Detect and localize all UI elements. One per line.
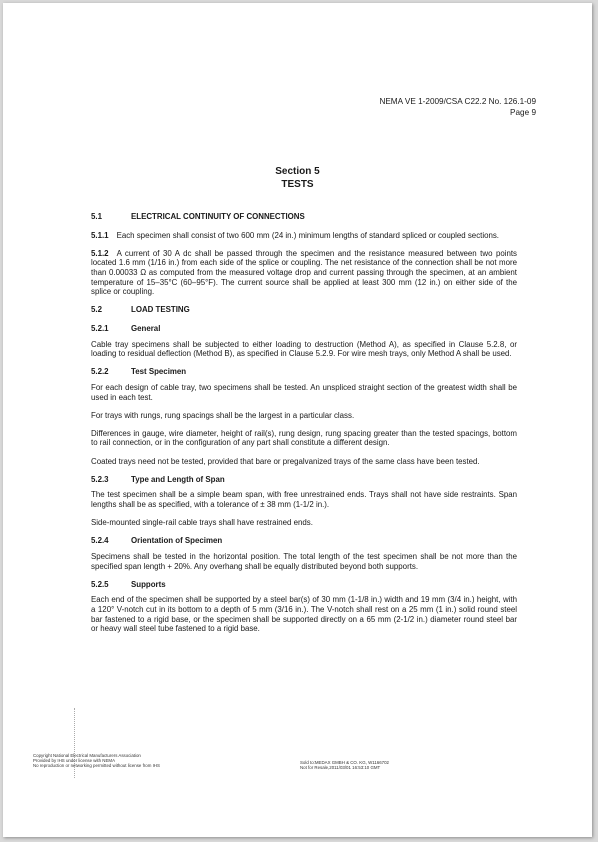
clause-5-2-1-text: Cable tray specimens shall be subjected to either loading to destruction (Method A), as specified in Clause 5.2.8, or loading to residual deflection (Method B), as specified in Clause 5.2.9. For wire mesh trays, only Method A shall be used.	[91, 339, 517, 359]
section-number: Section 5	[275, 166, 320, 177]
clause-number: 5.2	[91, 305, 102, 315]
section-heading	[3, 166, 592, 191]
clause-number: 5.1	[91, 212, 102, 221]
clause-number: 5.2.4	[91, 536, 109, 546]
clause-title: ELECTRICAL CONTINUITY OF CONNECTIONS	[131, 212, 305, 221]
clause-text: Each specimen shall consist of two 600 mm (24 in.) minimum lengths of standard spliced or coupled sections.	[116, 230, 500, 240]
clause-number: 5.2.2	[91, 367, 109, 377]
footer-line: Sold to:MEDAX GMBH & CO. KG, W1166702	[300, 760, 389, 765]
document-body	[91, 212, 517, 642]
clause-5-2-5-heading	[91, 580, 517, 590]
clause-title: LOAD TESTING	[131, 305, 190, 315]
footer-line: Copyright National Electrical Manufacturers Association	[33, 753, 141, 758]
section-title: TESTS	[281, 178, 314, 190]
clause-text: A current of 30 A dc shall be passed through the specimen and the resistance measured between two points located 1.6 mm (1/16 in.) from each side of the splice or coupling. The net resistance of the connection shall be not more than 0.00033 Ω as computed from the measured voltage drop and current passing through the specimen, at an ambient temperature of 15–35°C (60–95°F). The current source shall be applied at least 300 mm (12 in.) on either side of the splice or coupling.	[91, 248, 517, 297]
footer-line: No reproduction or networking permitted without license from IHS	[33, 763, 160, 769]
page-number: Page 9	[510, 107, 536, 117]
clause-number: 5.2.3	[91, 474, 109, 484]
clause-title: Supports	[131, 579, 166, 589]
clause-number: 5.1.1	[91, 230, 109, 240]
footer-line: Provided by IHS under license with NEMA	[33, 758, 115, 764]
clause-number: 5.2.5	[91, 579, 109, 589]
clause-number: 5.1.2	[91, 248, 109, 258]
clause-5-2-2-heading	[91, 367, 517, 377]
paragraph: The test specimen shall be a simple beam span, with free unrestrained ends. Trays shall not have side restraints. Span lengths shall be as specified, with a tolerance of ± 38 mm (1-1/2 in.).	[91, 490, 517, 510]
clause-5-2-3-heading	[91, 475, 517, 485]
paragraph: Coated trays need not be tested, provided that bare or pregalvanized trays of the same class have been tested.	[91, 456, 480, 466]
clause-5-1-heading	[91, 212, 517, 222]
paragraph: For trays with rungs, rung spacings shall be the largest in a particular class.	[91, 410, 355, 420]
clause-5-1-1	[91, 231, 517, 241]
footer-line: Not for Resale,2011/03/01 16:53:10 GMT	[300, 765, 381, 771]
paragraph: Each end of the specimen shall be supported by a steel bar(s) of 30 mm (1-1/8 in.) width and 19 mm (3/4 in.) height, with a 120° V-notch cut in its bottom to a depth of 5 mm (3/16 in.). The V-notch shall rest on a 25 mm (1 in.) solid round steel bar fastened to a rigid base, or the specimen shall be supported directly on a 65 mm (2-1/2 in.) diameter round steel bar or heavy wall steel tube fastened to a rigid base.	[91, 595, 517, 634]
copyright-footer	[33, 753, 160, 769]
clause-5-2-1-heading	[91, 324, 517, 334]
page-header	[379, 97, 536, 118]
clause-title: General	[131, 323, 161, 333]
clause-title: Type and Length of Span	[131, 474, 225, 484]
standard-designation: NEMA VE 1-2009/CSA C22.2 No. 126.1-09	[379, 97, 536, 106]
paragraph: Specimens shall be tested in the horizontal position. The total length of the test specimen shall be not more than the specified span length + 20%. Any overhang shall be equally distributed beyond both supports.	[91, 552, 517, 571]
paragraph: Side-mounted single-rail cable trays shall have restrained ends.	[91, 518, 313, 528]
clause-title: Orientation of Specimen	[131, 536, 223, 546]
clause-title: Test Specimen	[131, 367, 187, 377]
paragraph: For each design of cable tray, two specimens shall be tested. An unspliced straight section of the greatest width shall be used in each test.	[91, 382, 517, 402]
clause-5-2-4-heading	[91, 536, 517, 546]
clause-5-1-2	[91, 249, 517, 297]
document-page	[3, 3, 592, 837]
license-footer	[300, 760, 389, 770]
clause-5-2-heading	[91, 305, 517, 315]
clause-number: 5.2.1	[91, 323, 109, 333]
paragraph: Differences in gauge, wire diameter, height of rail(s), rung design, rung spacing greater than the tested spacings, bottom to rail connection, or in the configuration of any part shall constitute a different design.	[91, 428, 517, 448]
